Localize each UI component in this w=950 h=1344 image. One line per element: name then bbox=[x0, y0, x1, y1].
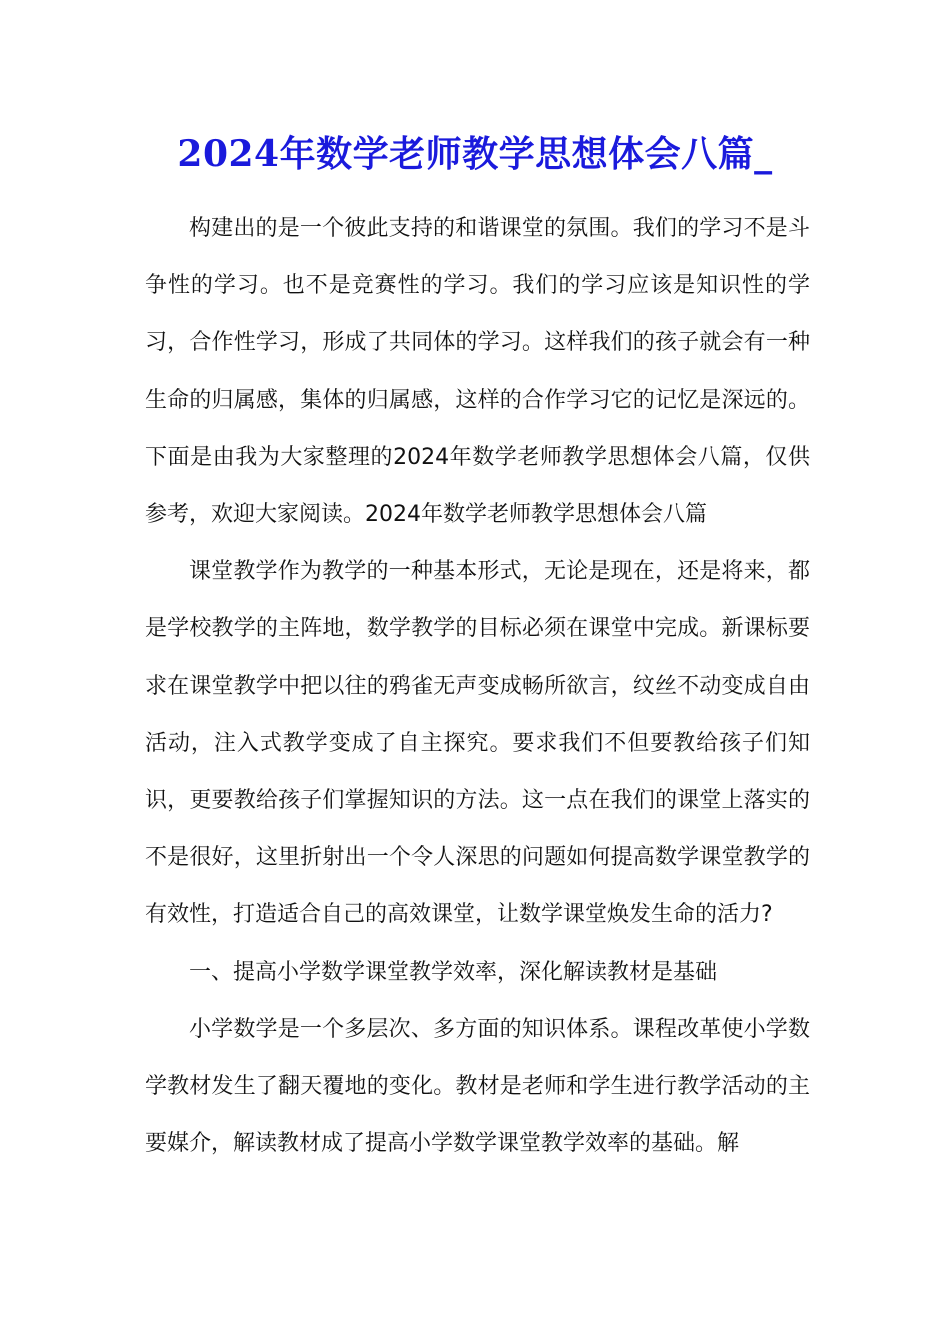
section-heading-1: 一、提高小学数学课堂教学效率，深化解读教材是基础 bbox=[189, 959, 718, 985]
paragraph-intro: 构建出的是一个彼此支持的和谐课堂的氛围。我们的学习不是斗争性的学习。也不是竞赛性的学习。我们的学习应该是知识性的学习，合作性学习，形成了共同体的学习。这样我们的孩子就会有一种生命的归属感，集体的归属感，这样的合作学习它的记忆是深远的。下面是由我为大家整理的2024年数学老师教学思想体会八篇，仅供参考，欢迎大家阅读。2024年数学老师教学思想体会八篇 bbox=[145, 216, 810, 528]
document-title: 2024年数学老师教学思想体会八篇_ bbox=[177, 133, 773, 175]
paragraph-textbook: 小学数学是一个多层次、多方面的知识体系。课程改革使小学数学教材发生了翻天覆地的变化。教材是老师和学生进行教学活动的主要媒介，解读教材成了提高小学数学课堂教学效率的基础。解 bbox=[145, 1016, 810, 1157]
paragraph-classroom-teaching: 课堂教学作为教学的一种基本形式，无论是现在，还是将来，都是学校教学的主阵地，数学教学的目标必须在课堂中完成。新课标要求在课堂教学中把以往的鸦雀无声变成畅所欲言，纹丝不动变成自由活动，注入式教学变成了自主探究。要求我们不但要教给孩子们知识，更要教给孩子们掌握知识的方法。这一点在我们的课堂上落实的不是很好，这里折射出一个令人深思的问题如何提高数学课堂教学的有效性，打造适合自己的高效课堂，让数学课堂焕发生命的活力? bbox=[145, 559, 810, 928]
document-body bbox=[145, 200, 810, 1172]
